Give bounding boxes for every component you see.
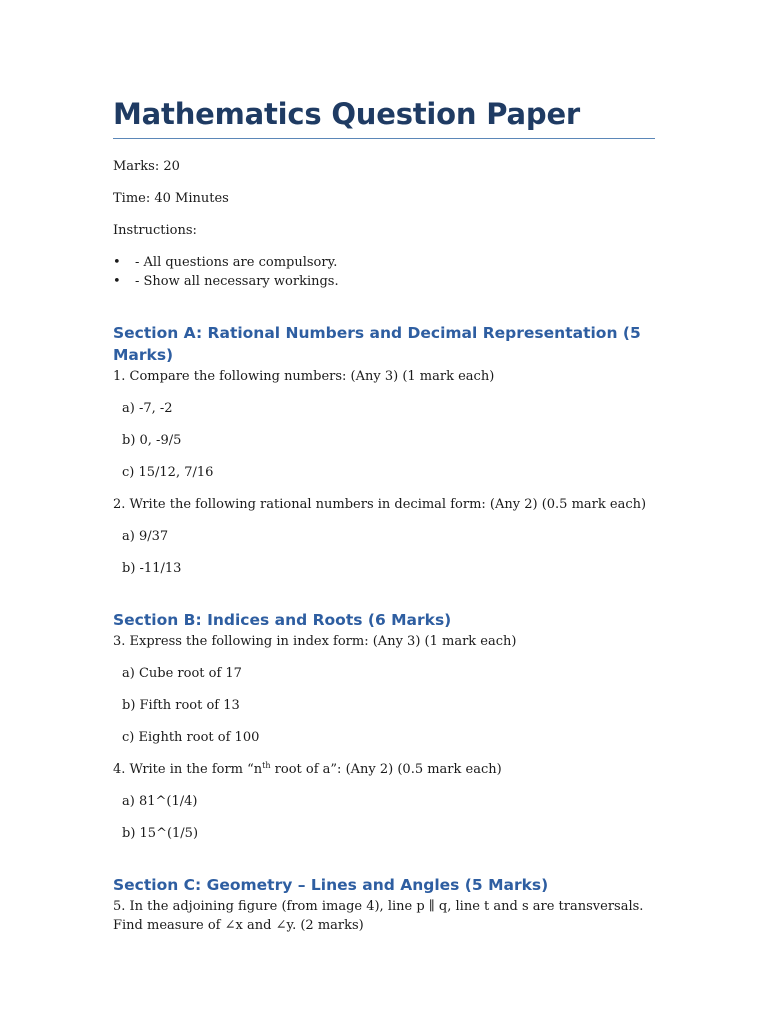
marks-text: Marks: 20 <box>113 159 180 174</box>
document-content <box>113 96 655 935</box>
instruction-item <box>113 272 655 291</box>
question-4-superscript: th <box>262 761 271 770</box>
question-4-text-before: 4. Write in the form “n <box>113 762 263 777</box>
bullet-icon: • <box>113 255 121 270</box>
question-4-part-a: a) 81^(1/4) <box>122 794 198 809</box>
section-a-heading: Section A: Rational Numbers and Decimal Representation (5 Marks) <box>113 324 641 364</box>
page-title: Mathematics Question Paper <box>113 96 655 139</box>
question-2: 2. Write the following rational numbers in decimal form: (Any 2) (0.5 mark each) <box>113 497 647 512</box>
instruction-text: - All questions are compulsory. <box>135 255 338 270</box>
time-text: Time: 40 Minutes <box>113 191 229 206</box>
instruction-text: - Show all necessary workings. <box>135 274 339 289</box>
question-1-part-b: b) 0, -9/5 <box>122 433 182 448</box>
instructions-label: Instructions: <box>113 223 197 238</box>
question-1-part-c: c) 15/12, 7/16 <box>122 465 214 480</box>
question-4 <box>113 760 655 779</box>
section-c-heading: Section C: Geometry – Lines and Angles (5 Marks) <box>113 876 549 894</box>
question-5: 5. In the adjoining figure (from image 4), line p ∥ q, line t and s are transversals. Find measure of ∠x and ∠y. (2 marks) <box>113 899 644 933</box>
question-2-part-b: b) -11/13 <box>122 561 182 576</box>
question-3-part-a: a) Cube root of 17 <box>122 666 242 681</box>
question-2-part-a: a) 9/37 <box>122 529 169 544</box>
question-1-part-a: a) -7, -2 <box>122 401 173 416</box>
instruction-item <box>113 253 655 272</box>
question-4-text-after: root of a”: (Any 2) (0.5 mark each) <box>270 762 502 777</box>
section-b-heading: Section B: Indices and Roots (6 Marks) <box>113 611 452 629</box>
question-3-part-b: b) Fifth root of 13 <box>122 698 240 713</box>
question-1: 1. Compare the following numbers: (Any 3) (1 mark each) <box>113 369 495 384</box>
bullet-icon: • <box>113 274 121 289</box>
question-3: 3. Express the following in index form: (Any 3) (1 mark each) <box>113 634 517 649</box>
question-3-part-c: c) Eighth root of 100 <box>122 730 260 745</box>
instructions-list <box>113 253 655 291</box>
question-4-part-b: b) 15^(1/5) <box>122 826 199 841</box>
